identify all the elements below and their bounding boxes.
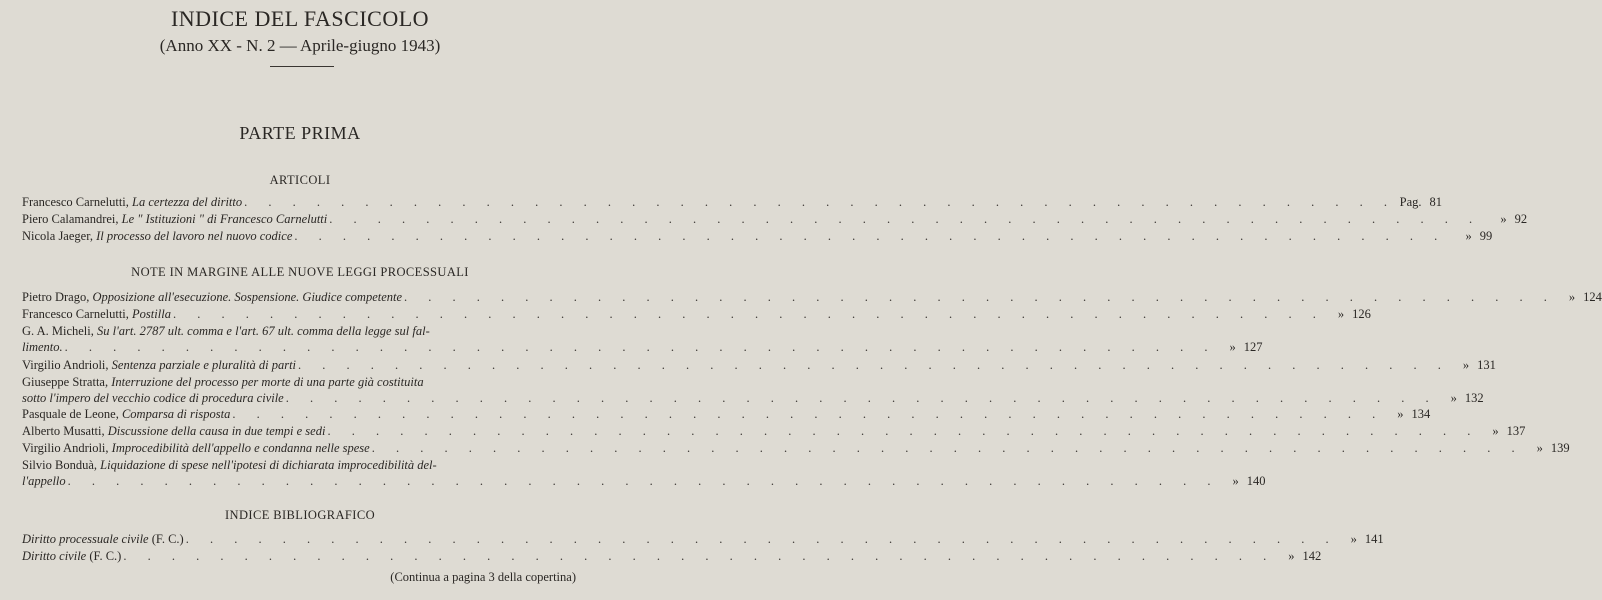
entry-title: Opposizione all'esecuzione. Sospensione. Giudice competente — [92, 290, 403, 304]
dot-leader: . . . . . . . . . . . . . . . . . . . . . . . . . . . . . . . . . . . . . . . . . . . . . . . . — [298, 358, 1450, 372]
page-number: 137 — [1506, 424, 1526, 438]
issue-subtitle: (Anno XX - N. 2 — Aprile-giugno 1943) — [159, 36, 441, 55]
entry-author: Nicola Jaeger, — [22, 229, 97, 243]
toc-entry — [22, 374, 1484, 406]
toc-entry — [22, 211, 1528, 227]
dot-leader: . . . . . . . . . . . . . . . . . . . . . . . . . . . . . . . . . . . . . . . . . . . . . . . . — [329, 212, 1482, 226]
dot-leader: . . . . . . . . . . . . . . . . . . . . . . . . . . . . . . . . . . . . . . . . . . . . . . . . — [185, 532, 1338, 546]
part-title: PARTE PRIMA — [239, 123, 361, 143]
entry-author: Pasquale de Leone, — [22, 407, 122, 421]
entry-title: Interruzione del processo per morte di una parte già costituita — [111, 375, 424, 389]
entry-title: La certezza del diritto — [132, 195, 243, 209]
page-prefix: » — [1462, 358, 1470, 372]
section-heading-note: NOTE IN MARGINE ALLE NUOVE LEGGI PROCESSUALI — [131, 265, 469, 279]
page-prefix: » — [1536, 441, 1543, 455]
entry-author: Pietro Drago, — [22, 290, 93, 304]
toc-entry — [22, 531, 1384, 547]
toc-entry — [22, 228, 1493, 244]
section-heading-bibliografico: INDICE BIBLIOGRAFICO — [224, 508, 375, 522]
page-prefix: » — [1500, 212, 1507, 226]
page-number: 92 — [1514, 212, 1528, 226]
entry-title: Le " Istituzioni " di Francesco Carnelutti — [121, 212, 328, 226]
dot-leader: . . . . . . . . . . . . . . . . . . . . . . . . . . . . . . . . . . . . . . . . . . . . . . . . — [67, 474, 1220, 488]
page-prefix: » — [1397, 407, 1404, 421]
page-prefix: » — [1350, 532, 1357, 546]
page-number: 127 — [1243, 340, 1263, 354]
dot-leader: . . . . . . . . . . . . . . . . . . . . . . . . . . . . . . . . . . . . . . . . . . . . . . . . — [64, 340, 1217, 354]
dot-leader: . . . . . . . . . . . . . . . . . . . . . . . . . . . . . . . . . . . . . . . . . . . . . . . . — [172, 307, 1325, 321]
continuation-note: (Continua a pagina 3 della copertina) — [390, 570, 576, 584]
toc-entry — [22, 457, 1266, 489]
page-number: 124 — [1583, 290, 1602, 304]
toc-entry — [22, 548, 1322, 564]
entry-author: Piero Calamandrei, — [22, 212, 122, 226]
entry-author: Giuseppe Stratta, — [22, 375, 112, 389]
dot-leader: . . . . . . . . . . . . . . . . . . . . . . . . . . . . . . . . . . . . . . . . . . . . . . . . — [123, 549, 1276, 563]
page-number: 142 — [1302, 549, 1322, 563]
page-number: 131 — [1477, 358, 1496, 372]
dot-leader: . . . . . . . . . . . . . . . . . . . . . . . . . . . . . . . . . . . . . . . . . . . . . . . . — [371, 441, 1524, 455]
toc-entry — [22, 406, 1431, 422]
entry-title: Diritto processuale civile — [22, 532, 149, 546]
entry-title-continued: sotto l'impero del vecchio codice di procedura civile — [22, 391, 284, 405]
entry-suffix: (F. C.) — [148, 532, 184, 546]
dot-leader: . . . . . . . . . . . . . . . . . . . . . . . . . . . . . . . . . . . . . . . . . . . . . . . . — [232, 407, 1385, 421]
page-prefix: » — [1229, 340, 1236, 354]
dot-leader: . . . . . . . . . . . . . . . . . . . . . . . . . . . . . . . . . . . . . . . . . . . . . . . . — [285, 391, 1438, 405]
page-prefix: Pag. — [1399, 195, 1422, 209]
page-number: 140 — [1246, 474, 1266, 488]
entry-title: Discussione della causa in due tempi e sedi — [107, 424, 326, 438]
page-number: 139 — [1550, 441, 1570, 455]
entry-title: Diritto civile — [22, 549, 87, 563]
page-prefix: » — [1465, 229, 1472, 243]
toc-entry — [22, 306, 1371, 322]
entry-title-continued: limento. — [22, 340, 63, 354]
entry-title: Su l'art. 2787 ult. comma e l'art. 67 ult. comma della legge sul fal- — [97, 324, 430, 338]
entry-author: G. A. Micheli, — [22, 324, 97, 338]
title-divider — [270, 66, 334, 67]
entry-author: Francesco Carnelutti, — [22, 195, 133, 209]
toc-entry — [22, 357, 1496, 373]
page-number: 132 — [1464, 391, 1484, 405]
page-prefix: » — [1492, 424, 1499, 438]
entry-title: Il processo del lavoro nel nuovo codice — [96, 229, 293, 243]
entry-author: Silvio Bonduà, — [22, 458, 101, 472]
section-heading-articoli: ARTICOLI — [269, 173, 331, 187]
page-title: INDICE DEL FASCICOLO — [170, 6, 430, 31]
page-number: 81 — [1429, 195, 1442, 209]
entry-suffix: (F. C.) — [86, 549, 122, 563]
entry-title: Improcedibilità dell'appello e condanna nelle spese — [111, 441, 370, 455]
entry-title-continued: l'appello — [22, 474, 66, 488]
page-number: 126 — [1352, 307, 1371, 321]
toc-entry — [22, 423, 1526, 439]
toc-entry — [22, 289, 1602, 305]
toc-entry — [22, 194, 1442, 210]
entry-author: Francesco Carnelutti, — [22, 307, 133, 321]
entry-title: Liquidazione di spese nell'ipotesi di dichiarata improcedibilità del- — [100, 458, 437, 472]
dot-leader: . . . . . . . . . . . . . . . . . . . . . . . . . . . . . . . . . . . . . . . . . . . . . . . . — [404, 290, 1556, 304]
toc-entry — [22, 440, 1570, 456]
dot-leader: . . . . . . . . . . . . . . . . . . . . . . . . . . . . . . . . . . . . . . . . . . . . . . . . — [294, 229, 1447, 243]
toc-entry — [22, 323, 1263, 355]
page-prefix: » — [1450, 391, 1457, 405]
entry-title: Comparsa di risposta — [121, 407, 231, 421]
page-prefix: » — [1337, 307, 1345, 321]
dot-leader: . . . . . . . . . . . . . . . . . . . . . . . . . . . . . . . . . . . . . . . . . . . . . . . . — [327, 424, 1480, 438]
entry-author: Virgilio Andrioli, — [22, 358, 112, 372]
entry-title: Postilla — [132, 307, 171, 321]
entry-title: Sentenza parziale e pluralità di parti — [111, 358, 297, 372]
page-prefix: » — [1288, 549, 1295, 563]
page-number: 141 — [1364, 532, 1384, 546]
page-prefix: » — [1232, 474, 1239, 488]
entry-author: Virgilio Andrioli, — [22, 441, 112, 455]
page-number: 134 — [1411, 407, 1431, 421]
page-number: 99 — [1479, 229, 1493, 243]
dot-leader: . . . . . . . . . . . . . . . . . . . . . . . . . . . . . . . . . . . . . . . . . . . . . . . . — [244, 195, 1396, 209]
entry-author: Alberto Musatti, — [22, 424, 108, 438]
page-prefix: » — [1568, 290, 1576, 304]
